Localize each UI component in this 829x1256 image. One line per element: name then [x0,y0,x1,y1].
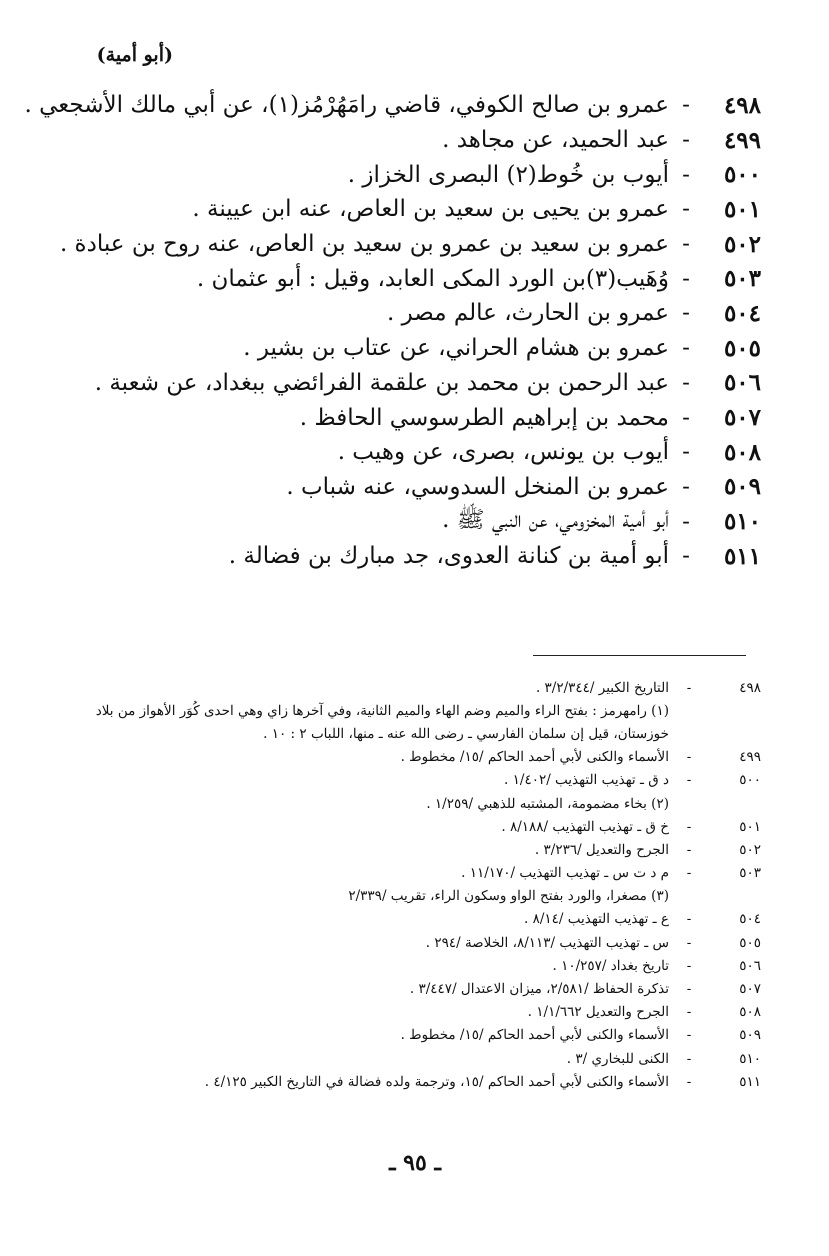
entry-dash: - [682,300,690,327]
footnote-number: ٥٠٨ [739,1004,761,1021]
entry-number: ٥٠٤ [723,299,761,327]
entry-text: عمرو بن يحيى بن سعيد بن العاص، عنه ابن عيينة . [192,196,669,223]
footnote-text: خوزستان، قيل إن سلمان الفارسي ـ رضى الله عنه ـ منها، اللباب ٢ : ١٠ . [263,725,669,742]
footnote-text: (٢) بخاء مضمومة، المشتبه للذهبي /١/٢٥٩ . [426,795,669,812]
footnote-row [0,722,829,745]
footnote-dash: - [686,749,692,766]
footnote-list [0,676,829,1093]
footnote-text: الأسماء والكنى لأبي أحمد الحاكم /١٥، وترجمة ولده فضالة في التاريخ الكبير ٤/١٢٥ . [204,1073,669,1090]
entry-row [0,400,829,435]
entry-number: ٥٠٢ [723,230,761,258]
footnote-text: الأسماء والكنى لأبي أحمد الحاكم /١٥/ مخطوط . [400,1027,669,1044]
footnote-dash: - [686,981,692,998]
footnote-text: د ق ـ تهذيب التهذيب /١/٤٠٢ . [504,772,669,789]
footnote-dash: - [686,865,692,882]
entry-dash: - [682,265,690,292]
footnote-number: ٤٩٩ [739,749,761,766]
entry-number: ٥٠٥ [723,334,761,362]
footnote-row [0,1024,829,1047]
entry-dash: - [682,127,690,154]
entry-number: ٤٩٩ [723,126,761,154]
entry-dash: - [682,161,690,188]
footnote-row [0,746,829,769]
entry-row [0,366,829,401]
entry-number: ٥٠٧ [723,404,761,432]
footnote-row [0,1001,829,1024]
entry-number: ٥٠٨ [723,438,761,466]
entry-row [0,123,829,158]
entry-dash: - [682,473,690,500]
running-head: (أبو أمية) [96,44,173,66]
footnote-dash: - [686,1027,692,1044]
entry-text: عمرو بن هشام الحراني، عن عتاب بن بشير . [243,335,669,362]
entry-text: محمد بن إبراهيم الطرسوسي الحافظ . [299,404,669,431]
entry-row [0,192,829,227]
footnote-text: الجرح والتعديل /٣/٢٣٦ . [534,841,669,858]
footnote-row [0,931,829,954]
footnote-text: الكنى للبخاري /٣ . [566,1050,669,1067]
entry-dash: - [682,508,690,535]
entry-dash: - [682,196,690,223]
page-number: ـ ٩٥ ـ [389,1150,441,1176]
footnote-row [0,838,829,861]
footnote-text: تاريخ بغداد /١٠/٢٥٧ . [552,957,669,974]
footnote-number: ٥٠٢ [739,841,761,858]
entry-dash: - [682,92,690,119]
footnote-dash: - [686,911,692,928]
entry-row [0,88,829,123]
footnote-row [0,815,829,838]
entry-text: أبو أمية بن كنانة العدوى، جد مبارك بن فضالة . [228,543,669,570]
entry-list [0,88,829,574]
entry-number: ٥٠٩ [723,473,761,501]
entry-row [0,261,829,296]
entry-dash: - [682,335,690,362]
entry-text: عبد الحميد، عن مجاهد . [442,127,669,154]
footnote-number: ٥٠٧ [739,981,761,998]
entry-row [0,227,829,262]
footnote-row [0,908,829,931]
footnote-dash: - [686,1050,692,1067]
entry-text: عمرو بن المنخل السدوسي، عنه شباب . [286,473,669,500]
entry-row [0,539,829,574]
entry-number: ٥١٠ [723,508,761,536]
entry-dash: - [682,439,690,466]
footnote-row [0,885,829,908]
entry-dash: - [682,543,690,570]
footnote-row [0,977,829,1000]
entry-row [0,435,829,470]
footnote-dash: - [686,957,692,974]
footnote-row [0,1070,829,1093]
footnote-dash: - [686,679,692,696]
footnote-text: خ ق ـ تهذيب التهذيب /٨/١٨٨ . [501,818,669,835]
entry-dash: - [682,404,690,431]
footnote-dash: - [686,841,692,858]
entry-text: عبد الرحمن بن محمد بن علقمة الفرائضي ببغداد، عن شعبة . [94,369,669,396]
footnote-separator [533,655,746,656]
entry-text: عمرو بن صالح الكوفي، قاضي رامَهُرْمُز(١)، عن أبي مالك الأشجعي . [24,92,669,119]
footnote-number: ٥٠٣ [739,865,761,882]
entry-number: ٥٠٣ [723,265,761,293]
footnote-dash: - [686,818,692,835]
footnote-text: م د ت س ـ تهذيب التهذيب /١١/١٧٠ . [461,865,669,882]
entry-row [0,331,829,366]
footnote-number: ٥١٠ [739,1050,761,1067]
footnote-row [0,676,829,699]
footnote-row [0,699,829,722]
footnote-row [0,862,829,885]
entry-text: أبو أمية المخزومي، عن النبي ﷺ . [442,506,669,533]
footnote-text: التاريخ الكبير /٣/٢/٣٤٤ . [535,679,669,696]
entry-text: عمرو بن سعيد بن عمرو بن سعيد بن العاص، عنه روح بن عبادة . [59,231,669,258]
entry-number: ٥٠١ [723,195,761,223]
footnote-dash: - [686,1073,692,1090]
footnote-text: س ـ تهذيب التهذيب /٨/١١٣، الخلاصة /٢٩٤ . [425,934,669,951]
footnote-row [0,954,829,977]
footnote-row [0,792,829,815]
footnote-text: ع ـ تهذيب التهذيب /٨/١٤ . [524,911,669,928]
footnote-text: الأسماء والكنى لأبي أحمد الحاكم /١٥/ مخطوط . [400,749,669,766]
entry-number: ٥٠٠ [723,161,761,189]
footnote-number: ٥٠١ [739,818,761,835]
entry-number: ٥١١ [723,542,761,570]
entry-text: أيوب بن يونس، بصرى، عن وهيب . [337,439,669,466]
footnote-dash: - [686,1004,692,1021]
entry-row [0,296,829,331]
entry-text: أيوب بن خُوط(٢) البصرى الخزاز . [347,161,669,188]
entry-row [0,157,829,192]
footnote-number: ٥١١ [739,1073,761,1090]
footnote-number: ٥٠٤ [739,911,761,928]
entry-number: ٤٩٨ [723,91,761,119]
footnote-text: (٣) مصغرا، والورد بفتح الواو وسكون الراء، تقريب /٢/٣٣٩ [348,888,669,905]
footnote-number: ٥٠٦ [739,957,761,974]
footnote-text: تذكرة الحفاظ /٢/٥٨١، ميزان الاعتدال /٣/٤٤٧ . [409,981,669,998]
footnote-row [0,769,829,792]
footnote-number: ٥٠٩ [739,1027,761,1044]
entry-dash: - [682,369,690,396]
entry-text: عمرو بن الحارث، عالم مصر . [386,300,669,327]
footnote-dash: - [686,772,692,789]
footnote-number: ٥٠٠ [739,772,761,789]
footnote-number: ٥٠٥ [739,934,761,951]
footnote-row [0,1047,829,1070]
entry-row [0,470,829,505]
footnote-number: ٤٩٨ [739,679,761,696]
footnote-text: الجرح والتعديل ١/١/٦٦٢ . [527,1004,669,1021]
footnote-text: (١) رامهرمز : بفتح الراء والميم وضم الهاء والميم الثانية، وفي آخرها زاي وهي احدى كُوَر الأهواز من بلاد [95,702,669,719]
entry-dash: - [682,231,690,258]
entry-row [0,504,829,539]
entry-text: وُهَيب(٣)بن الورد المكى العابد، وقيل : أبو عثمان . [196,265,669,292]
entry-number: ٥٠٦ [723,369,761,397]
footnote-dash: - [686,934,692,951]
